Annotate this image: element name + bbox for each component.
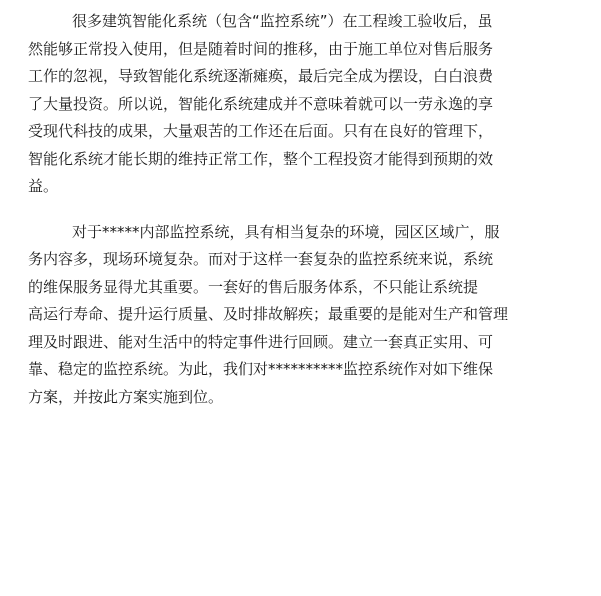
text-line: 很多建筑智能化系统（包含“监控系统”）在工程竣工验收后，虽 bbox=[72, 12, 493, 30]
text-line: 方案，并按此方案实施到位。 bbox=[28, 387, 224, 406]
text-line: 对于*****内部监控系统，具有相当复杂的环境，园区区域广，服 bbox=[72, 222, 500, 241]
paragraph-spacer bbox=[28, 201, 577, 219]
text-line: 然能够正常投入使用，但是随着时间的推移，由于施工单位对售后服务 bbox=[28, 39, 494, 58]
text-line: 智能化系统才能长期的维持正常工作，整个工程投资才能得到预期的效 bbox=[28, 149, 494, 168]
text-line: 的维保服务显得尤其重要。一套好的售后服务体系，不只能让系统提 bbox=[28, 277, 479, 296]
text-line: 理及时跟进、能对生活中的特定事件进行回顾。建立一套真正实用、可 bbox=[28, 332, 494, 351]
text-line: 工作的忽视，导致智能化系统逐渐瘫痪，最后完全成为摆设，白白浪费 bbox=[28, 67, 494, 85]
text-line: 益。 bbox=[28, 177, 59, 195]
text-line: 务内容多，现场环境复杂。而对于这样一套复杂的监控系统来说，系统 bbox=[28, 250, 494, 268]
text-line: 高运行寿命、提升运行质量、及时排故解疾；最重要的是能对生产和管理 bbox=[28, 305, 509, 323]
paragraph-intro bbox=[28, 8, 577, 201]
text-line: 靠、稳定的监控系统。为此，我们对**********监控系统作对如下维保 bbox=[28, 360, 494, 378]
paragraph-monitoring bbox=[28, 219, 577, 412]
text-line: 受现代科技的成果，大量艰苦的工作还在后面。只有在良好的管理下， bbox=[28, 122, 494, 140]
text-line: 了大量投资。所以说，智能化系统建成并不意味着就可以一劳永逸的享 bbox=[28, 94, 494, 113]
